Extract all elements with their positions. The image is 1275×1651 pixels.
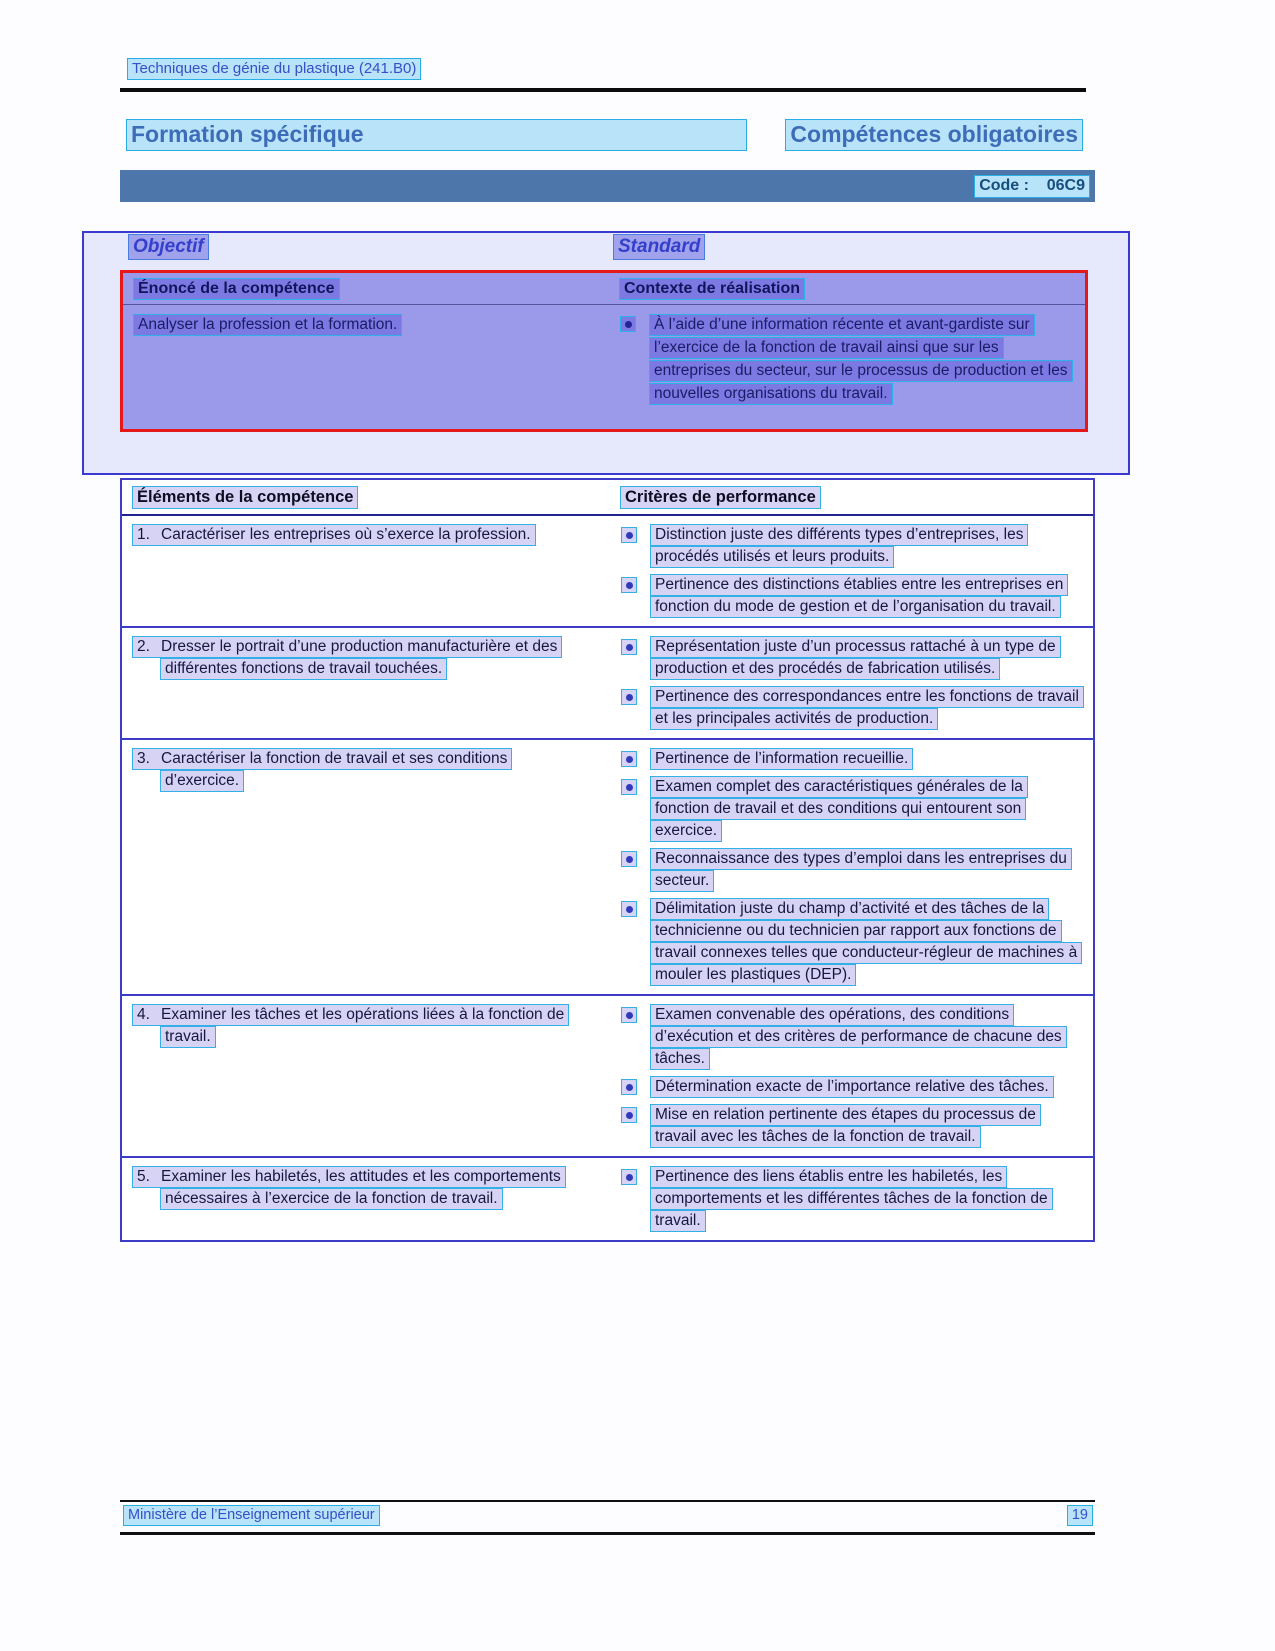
enonce-text: Analyser la profession et la formation.: [133, 314, 402, 336]
criterion-text: Pertinence des distinctions établies entre les entreprises en fonction du mode de gestion et de l’organisation du travail.: [650, 574, 1068, 618]
criteria-cell: [620, 636, 1083, 730]
table-row: [122, 1156, 1093, 1240]
criterion-item: [620, 898, 1081, 986]
criterion-item: [620, 1104, 1081, 1148]
criteria-cell: [620, 1166, 1083, 1232]
contexte-text: À l’aide d’une information récente et avant-gardiste sur l’exercice de la fonction de travail ainsi que sur les entreprises du secteur, sur le processus de production et les nouvelles organisations du travail.: [649, 314, 1073, 405]
contexte-header-cell: [619, 280, 1075, 298]
contexte-header: Contexte de réalisation: [619, 278, 805, 300]
criteria-cell: [620, 748, 1083, 986]
section-title-left: [126, 119, 747, 151]
enonce-cell: [133, 313, 619, 405]
bullet-icon: [621, 1107, 637, 1123]
criterion-text: Pertinence de l’information recueillie.: [650, 748, 913, 770]
competence-box-body: [123, 305, 1085, 415]
bullet-icon: [621, 851, 637, 867]
bullet-icon: [621, 901, 637, 917]
enonce-header: Énoncé de la compétence: [133, 278, 340, 300]
criterion-item: [620, 636, 1081, 680]
element-cell: [132, 1166, 620, 1232]
criterion-text: Détermination exacte de l’importance relative des tâches.: [650, 1076, 1054, 1098]
criterion-item: [620, 1004, 1081, 1070]
element-text: 4. Examiner les tâches et les opérations liées à la fonction de travail.: [132, 1004, 569, 1048]
footer-ministry: Ministère de l’Enseignement supérieur: [123, 1505, 380, 1526]
bullet-icon: [621, 1169, 637, 1185]
criterion-text: Examen convenable des opérations, des conditions d’exécution et des critères de performance de chacune des tâches.: [650, 1004, 1067, 1070]
contexte-item: [619, 313, 1075, 405]
code-banner: [120, 170, 1095, 202]
competences-obligatoires-label: Compétences obligatoires: [790, 121, 1078, 147]
bullet-icon: [620, 316, 636, 332]
competence-statement-box: [120, 270, 1088, 432]
criterion-text: Examen complet des caractéristiques générales de la fonction de travail et des conditions qui entourent son exercice.: [650, 776, 1028, 842]
criterion-text: Distinction juste des différents types d’entreprises, les procédés utilisés et leurs produits.: [650, 524, 1028, 568]
criterion-item: [620, 1166, 1081, 1232]
bullet-icon: [621, 527, 637, 543]
criterion-text: Mise en relation pertinente des étapes du processus de travail avec les tâches de la fonction de travail.: [650, 1104, 1041, 1148]
table-row: [122, 516, 1093, 626]
criterion-item: [620, 848, 1081, 892]
criterion-text: Délimitation juste du champ d’activité et des tâches de la technicienne ou du technicien par rapport aux fonctions de travail connexes telles que conducteur-régleur de machines à mouler les plastiques (DEP).: [650, 898, 1082, 986]
table-header-row: [122, 480, 1093, 516]
element-text: 1. Caractériser les entreprises où s’exerce la profession.: [132, 524, 536, 546]
bullet-icon: [621, 1079, 637, 1095]
standard-heading: Standard: [613, 236, 705, 258]
competence-table: [120, 478, 1095, 1242]
program-title: Techniques de génie du plastique (241.B0): [127, 58, 421, 80]
criterion-text: Pertinence des correspondances entre les fonctions de travail et les principales activités de production.: [650, 686, 1084, 730]
criteria-cell: [620, 524, 1083, 618]
running-header: [127, 60, 421, 77]
competence-box-header: [123, 273, 1085, 305]
criterion-text: Pertinence des liens établis entre les habiletés, les comportements et les différentes tâches de la fonction de travail.: [650, 1166, 1053, 1232]
criteria-cell: [620, 1004, 1083, 1148]
elements-header: Éléments de la compétence: [132, 486, 358, 509]
bullet-icon: [621, 689, 637, 705]
formation-specifique-label: Formation spécifique: [131, 121, 364, 147]
objectif-standard-box: [82, 231, 1130, 475]
criterion-item: [620, 1076, 1081, 1098]
footer: [123, 1505, 1093, 1526]
element-cell: [132, 636, 620, 730]
criterion-item: [620, 524, 1081, 568]
criterion-item: [620, 574, 1081, 618]
objectif-heading: Objectif: [128, 236, 209, 258]
bullet-icon: [621, 751, 637, 767]
criterion-text: Représentation juste d’un processus rattaché à un type de production et des procédés de fabrication utilisés.: [650, 636, 1061, 680]
table-row: [122, 994, 1093, 1156]
criterion-item: [620, 686, 1081, 730]
bullet-icon: [621, 577, 637, 593]
bullet-icon: [621, 1007, 637, 1023]
section-title-row: [126, 119, 1083, 151]
section-title-right: [785, 119, 1083, 151]
header-rule: [120, 88, 1086, 92]
criterion-text: Reconnaissance des types d’emploi dans les entreprises du secteur.: [650, 848, 1072, 892]
element-cell: [132, 748, 620, 986]
bullet-icon: [621, 779, 637, 795]
footer-rule-bottom: [120, 1532, 1095, 1535]
page-number: 19: [1067, 1505, 1093, 1526]
bullet-icon: [621, 639, 637, 655]
criterion-item: [620, 748, 1081, 770]
element-text: 3. Caractériser la fonction de travail et ses conditions d’exercice.: [132, 748, 512, 792]
criterion-item: [620, 776, 1081, 842]
element-cell: [132, 1004, 620, 1148]
criteres-header: Critères de performance: [620, 486, 821, 509]
criteres-header-cell: [620, 488, 1083, 507]
footer-rule-top: [120, 1500, 1095, 1502]
enonce-header-cell: [133, 280, 619, 298]
elements-header-cell: [132, 488, 620, 507]
element-cell: [132, 524, 620, 618]
code-value: Code : 06C9: [974, 175, 1090, 198]
table-row: [122, 626, 1093, 738]
contexte-cell: [619, 313, 1075, 405]
element-text: 5. Examiner les habiletés, les attitudes et les comportements nécessaires à l’exercice de la fonction de travail.: [132, 1166, 566, 1210]
table-row: [122, 738, 1093, 994]
element-text: 2. Dresser le portrait d’une production manufacturière et des différentes fonctions de travail touchées.: [132, 636, 562, 680]
